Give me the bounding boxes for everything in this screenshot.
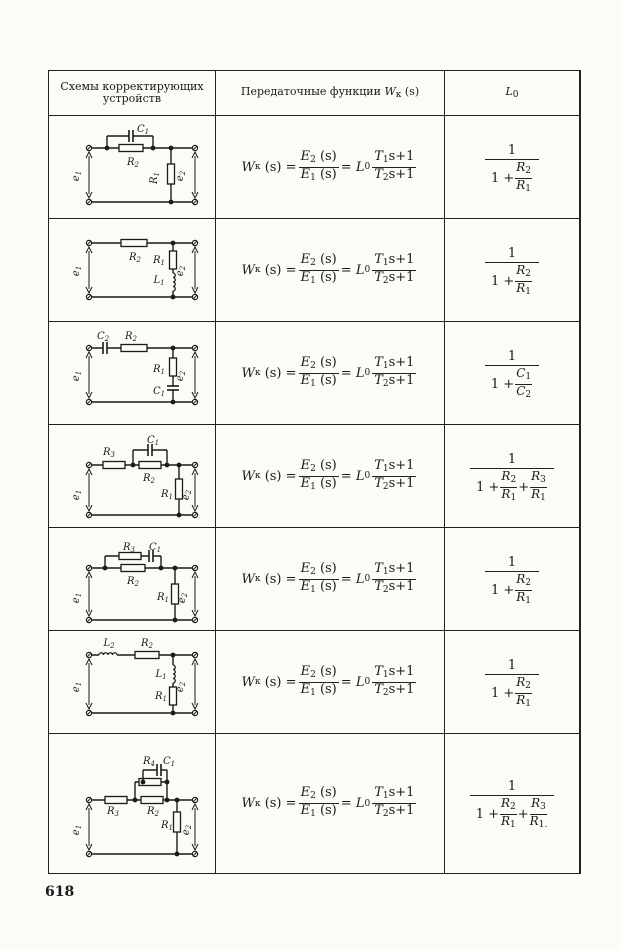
circuit-diagram-3 <box>49 322 215 424</box>
header-w-sub: к <box>395 89 402 100</box>
table-header-row <box>49 71 581 116</box>
l0-one-plus: 1 + <box>490 582 515 598</box>
plus-sign: + <box>518 479 530 495</box>
l0-one-plus: 1 + <box>490 376 515 392</box>
l0-fraction <box>491 143 533 196</box>
table-row <box>49 734 581 874</box>
l0-numerator: 1 <box>485 349 539 366</box>
header-circuits <box>49 71 216 116</box>
label-r3: $R_3$ <box>107 806 119 818</box>
ratio-term: $\frac{R2}{R1}$ <box>516 571 532 606</box>
label-r3: $R_3$ <box>123 542 135 554</box>
label-e1: $e_1$ <box>71 489 83 501</box>
ratio-term: $\frac{C1}{C2}$ <box>516 365 532 400</box>
circuit-cell <box>49 528 216 631</box>
empty-cell <box>580 734 581 874</box>
transfer-formula: W к (s) = $\frac{E2 (s)}{E1 (s)}$ = L 0 $\frac{T1s+1}{T2s+1}$ <box>241 457 415 492</box>
l0-numerator: 1 <box>470 779 555 796</box>
transfer-function-cell <box>216 631 445 734</box>
transfer-function-cell <box>216 219 445 322</box>
l0-one-plus: 1 + <box>475 807 499 822</box>
transfer-formula: W к (s) = $\frac{E2 (s)}{E1 (s)}$ = L 0 $\frac{T1s+1}{T2s+1}$ <box>241 251 415 286</box>
table-row <box>49 425 581 528</box>
label-e2: $e_2$ <box>175 170 187 182</box>
l0-numerator: 1 <box>485 555 539 572</box>
circuit-cell <box>49 219 216 322</box>
ratio-term: $\frac{R2}{R1}$ <box>500 796 516 830</box>
circuit-diagram-1 <box>49 116 215 218</box>
l0-cell <box>445 734 580 874</box>
empty-cell <box>580 322 581 425</box>
label-c1: $C_1$ <box>146 435 160 447</box>
label-e1: $e_1$ <box>71 265 83 277</box>
l0-numerator: 1 <box>485 246 539 263</box>
label-r1: $R_1$ <box>153 255 165 267</box>
header-circuits-line1: Схемы корректирующих <box>60 80 204 93</box>
empty-cell <box>580 528 581 631</box>
l0-one-plus: 1 + <box>490 685 515 701</box>
l0-denominator <box>491 366 533 402</box>
header-transfer-label: Передаточные функции <box>240 84 381 98</box>
circuit-cell <box>49 116 216 219</box>
label-l1: $L_1$ <box>155 669 167 681</box>
label-r2: $R_2$ <box>125 331 137 343</box>
l0-cell <box>445 425 580 528</box>
label-e2: $e_2$ <box>181 489 193 501</box>
l0-cell <box>445 528 580 631</box>
ratio-term: $\frac{R2}{R1}$ <box>516 674 532 709</box>
header-w-arg: (s) <box>404 84 420 98</box>
table-row <box>49 219 581 322</box>
label-r2: $R_2$ <box>147 806 159 818</box>
empty-cell <box>580 425 581 528</box>
label-e2: $e_2$ <box>175 265 187 277</box>
correcting-devices-table <box>48 70 581 874</box>
l0-cell <box>445 322 580 425</box>
label-e1: $e_1$ <box>71 170 83 182</box>
label-r2: $R_2$ <box>141 638 153 650</box>
circuit-diagram-6 <box>49 631 215 733</box>
label-r2: $R_2$ <box>127 576 139 588</box>
ratio-term: $\frac{R3}{R1.}$ <box>529 796 548 830</box>
transfer-function-cell <box>216 734 445 874</box>
label-r2: $R_2$ <box>143 473 155 485</box>
header-transfer-functions <box>216 71 445 116</box>
label-l2: $L_2$ <box>103 638 115 650</box>
label-e1: $e_1$ <box>71 370 83 382</box>
transfer-function-cell <box>216 528 445 631</box>
header-l-sub: 0 <box>512 89 519 100</box>
transfer-formula: W к (s) = $\frac{E2 (s)}{E1 (s)}$ = L 0 $\frac{T1s+1}{T2s+1}$ <box>241 148 415 183</box>
circuit-cell <box>49 425 216 528</box>
label-r4: $R_4$ <box>143 756 155 768</box>
ratio-term: $\frac{R2}{R1}$ <box>516 262 532 297</box>
l0-one-plus: 1 + <box>476 479 500 495</box>
ratio-term: $\frac{R2}{R1}$ <box>501 468 517 503</box>
label-c1: $C_1$ <box>148 542 162 554</box>
l0-denominator <box>491 263 533 299</box>
label-c1: $C_1$ <box>162 756 176 768</box>
label-e1: $e_1$ <box>71 824 83 836</box>
label-c1: $C_1$ <box>152 386 166 398</box>
transfer-function-cell <box>216 322 445 425</box>
circuit-diagram-4 <box>49 425 215 527</box>
l0-fraction <box>491 349 533 402</box>
label-c1: $C_1$ <box>136 124 150 136</box>
header-w-symbol: W <box>384 84 396 98</box>
header-l0 <box>445 71 580 116</box>
transfer-function-cell <box>216 116 445 219</box>
transfer-formula: W к (s) = $\frac{E2 (s)}{E1 (s)}$ = L 0 $\frac{T1s+1}{T2s+1}$ <box>241 560 415 595</box>
l0-fraction <box>491 555 533 608</box>
ratio-term: $\frac{R3}{R1}$ <box>531 468 546 503</box>
table-row <box>49 631 581 734</box>
label-e2: $e_2$ <box>175 370 187 382</box>
plus-sign: + <box>517 807 529 822</box>
l0-one-plus: 1 + <box>490 170 515 186</box>
l0-fraction <box>476 779 549 832</box>
table-row <box>49 116 581 219</box>
empty-cell <box>580 631 581 734</box>
circuit-diagram-5 <box>49 528 215 630</box>
transfer-formula: W к (s) = $\frac{E2 (s)}{E1 (s)}$ = L 0 $\frac{T1s+1}{T2s+1}$ <box>241 785 415 819</box>
label-e1: $e_1$ <box>71 681 83 693</box>
transfer-function-cell <box>216 425 445 528</box>
label-r2: $R_2$ <box>129 252 141 264</box>
l0-denominator <box>476 796 549 832</box>
label-r2: $R_2$ <box>127 157 139 169</box>
ratio-term: $\frac{R2}{R1}$ <box>516 159 532 194</box>
label-r3: $R_3$ <box>103 447 115 459</box>
header-circuits-line2: устройств <box>102 92 162 105</box>
l0-denominator <box>476 469 548 505</box>
l0-denominator <box>491 160 533 196</box>
label-r1: $R_1$ <box>149 172 161 184</box>
label-e2: $e_2$ <box>177 592 189 604</box>
label-r1: $R_1$ <box>161 820 173 832</box>
empty-cell <box>580 219 581 322</box>
label-l1: $L_1$ <box>153 275 165 287</box>
l0-fraction <box>491 246 533 299</box>
l0-numerator: 1 <box>485 658 539 675</box>
table-row <box>49 528 581 631</box>
l0-cell <box>445 219 580 322</box>
header-empty <box>580 71 581 116</box>
circuit-cell <box>49 631 216 734</box>
l0-cell <box>445 116 580 219</box>
l0-fraction <box>476 452 548 505</box>
transfer-formula: W к (s) = $\frac{E2 (s)}{E1 (s)}$ = L 0 $\frac{T1s+1}{T2s+1}$ <box>241 354 415 389</box>
circuit-cell <box>49 734 216 874</box>
header-l-symbol: L <box>505 84 513 98</box>
l0-one-plus: 1 + <box>490 273 515 289</box>
transfer-formula: W к (s) = $\frac{E2 (s)}{E1 (s)}$ = L 0 $\frac{T1s+1}{T2s+1}$ <box>241 663 415 698</box>
label-e2: $e_2$ <box>175 681 187 693</box>
label-c2: $C_2$ <box>96 331 110 343</box>
label-r1: $R_1$ <box>155 691 167 703</box>
label-e1: $e_1$ <box>71 592 83 604</box>
label-r1: $R_1$ <box>153 364 165 376</box>
l0-cell <box>445 631 580 734</box>
circuit-diagram-2 <box>49 219 215 321</box>
l0-numerator: 1 <box>485 143 539 160</box>
circuit-diagram-7 <box>49 734 215 873</box>
label-r1: $R_1$ <box>157 592 169 604</box>
label-e2: $e_2$ <box>181 824 193 836</box>
page-number: 618 <box>45 884 75 900</box>
l0-fraction <box>491 658 533 711</box>
l0-denominator <box>491 675 533 711</box>
l0-denominator <box>491 572 533 608</box>
l0-numerator: 1 <box>470 452 554 469</box>
circuit-cell <box>49 322 216 425</box>
table-row <box>49 322 581 425</box>
empty-cell <box>580 116 581 219</box>
label-r1: $R_1$ <box>161 489 173 501</box>
